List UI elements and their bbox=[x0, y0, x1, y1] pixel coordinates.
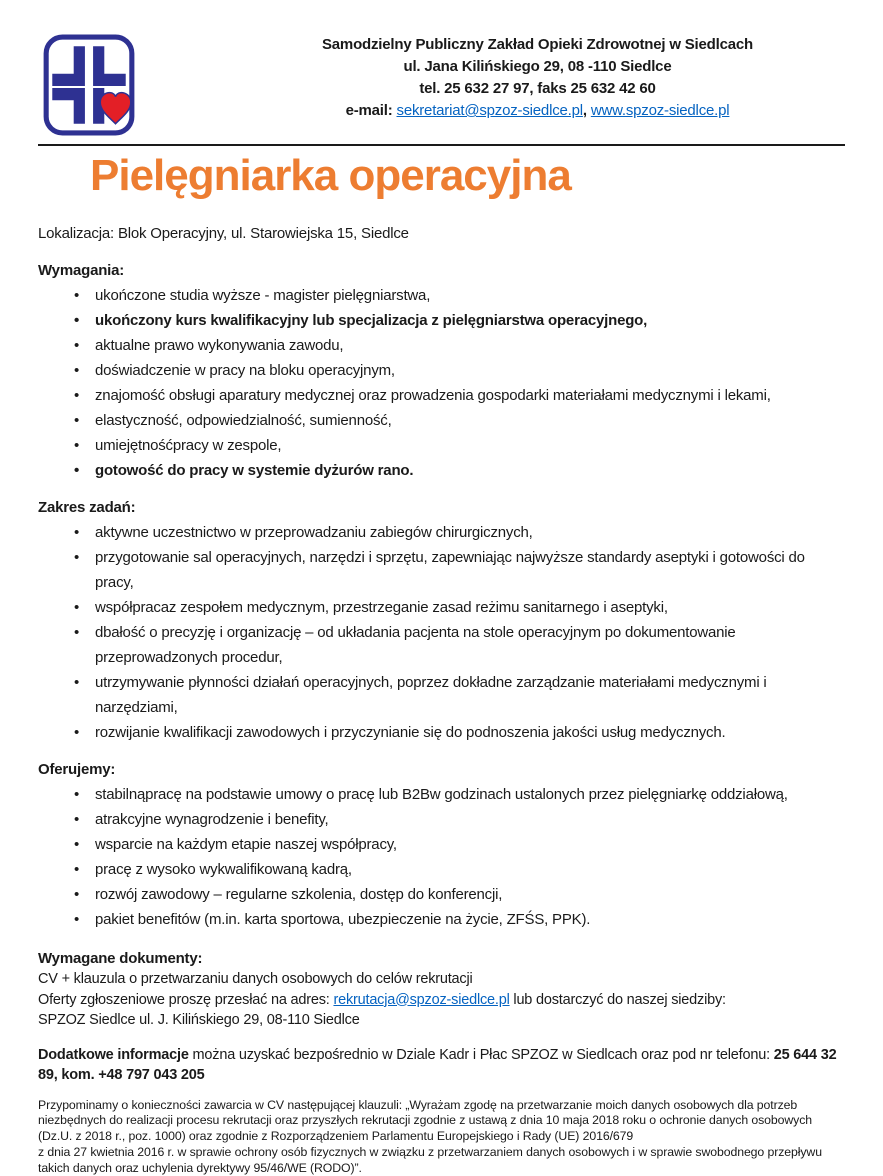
duty-item-text: utrzymywanie płynności działań operacyjnych, poprzez dokładne zarządzanie materiałami medycznymi i narzędziami, bbox=[95, 674, 767, 716]
offer-item-text: stabilnąpracę na podstawie umowy o pracę lub B2Bw godzinach ustalonych przez pielęgniarkę oddziałową, bbox=[95, 786, 788, 803]
requirement-item-text: elastyczność, odpowiedzialność, sumienność, bbox=[95, 412, 392, 429]
offer-item-text: atrakcyjne wynagrodzenie i benefity, bbox=[95, 811, 329, 828]
offer-item-text: pracę z wysoko wykwalifikowaną kadrą, bbox=[95, 861, 352, 878]
offer-item bbox=[95, 907, 845, 932]
requirement-item-text: znajomość obsługi aparatury medycznej oraz prowadzenia gospodarki materiałami medycznymi i lekami, bbox=[95, 387, 771, 404]
section-requirements bbox=[38, 261, 845, 483]
duty-item bbox=[95, 670, 845, 720]
documents-cv-line: CV + klauzula o przetwarzaniu danych osobowych do celów rekrutacji bbox=[38, 969, 845, 990]
recruitment-email-link[interactable]: rekrutacja@spzoz-siedlce.pl bbox=[333, 992, 509, 1008]
duties-list bbox=[38, 520, 845, 745]
rodo-clause-part1: Przypominamy o konieczności zawarcia w CV następującej klauzuli: „Wyrażam zgodę na przetwarzanie moich danych osobowych dla potrzeb niezbędnych do realizacji procesu rekrutacji oraz przyszłych rekrutacji zgodnie z ustawą z dnia 10 maja 2018 roku o ochronie danych osobowych (Dz.U. z 2018 r., poz. 1000) oraz zgodnie z Rozporządzeniem Parlamentu Europejskiego i Rady (UE) 2016/679 bbox=[38, 1098, 812, 1144]
offer-item bbox=[95, 857, 845, 882]
offer-item bbox=[95, 882, 845, 907]
documents-address-line: SPZOZ Siedlce ul. J. Kilińskiego 29, 08-110 Siedlce bbox=[38, 1010, 845, 1031]
org-email-line bbox=[230, 100, 845, 122]
offer-list bbox=[38, 782, 845, 932]
requirement-item-text: gotowość do pracy w systemie dyżurów rano. bbox=[95, 462, 413, 479]
comma-separator: , bbox=[583, 102, 591, 119]
duty-item bbox=[95, 545, 845, 595]
offer-item-text: pakiet benefitów (m.in. karta sportowa, ubezpieczenie na życie, ZFŚS, PPK). bbox=[95, 911, 590, 928]
duty-item bbox=[95, 595, 845, 620]
requirements-list bbox=[38, 283, 845, 483]
email-link[interactable]: sekretariat@spzoz-siedlce.pl bbox=[397, 102, 583, 119]
requirement-item bbox=[95, 433, 845, 458]
additional-info-phones: 25 644 32 89, kom. +48 797 043 205 bbox=[38, 1047, 836, 1084]
duty-item-text: współpracaz zespołem medycznym, przestrzeganie zasad reżimu sanitarnego i aseptyki, bbox=[95, 599, 668, 616]
offer-heading: Oferujemy: bbox=[38, 760, 845, 780]
requirement-item bbox=[95, 383, 845, 408]
duty-item-text: rozwijanie kwalifikacji zawodowych i przyczynianie się do podnoszenia jakości usług medycznych. bbox=[95, 724, 725, 741]
hospital-cross-heart-icon bbox=[38, 34, 140, 136]
header bbox=[38, 0, 845, 136]
requirement-item-text: doświadczenie w pracy na bloku operacyjnym, bbox=[95, 362, 395, 379]
requirement-item-text: umiejętnośćpracy w zespole, bbox=[95, 437, 281, 454]
duty-item-text: dbałość o precyzję i organizację – od układania pacjenta na stole operacyjnym po dokumentowanie przeprowadzonych procedur, bbox=[95, 624, 736, 666]
section-duties bbox=[38, 498, 845, 745]
offer-item bbox=[95, 832, 845, 857]
requirement-item bbox=[95, 408, 845, 433]
requirement-item-text: ukończone studia wyższe - magister pielęgniarstwa, bbox=[95, 287, 430, 304]
requirement-item bbox=[95, 308, 845, 333]
org-name: Samodzielny Publiczny Zakład Opieki Zdrowotnej w Siedlcach bbox=[230, 34, 845, 56]
additional-info bbox=[38, 1045, 845, 1086]
requirement-item bbox=[95, 283, 845, 308]
website-link[interactable]: www.spzoz-siedlce.pl bbox=[591, 102, 730, 119]
additional-info-text: można uzyskać bezpośrednio w Dziale Kadr i Płac SPZOZ w Siedlcach oraz pod nr telefonu: bbox=[189, 1047, 774, 1063]
requirement-item bbox=[95, 458, 845, 483]
rodo-clause-part2: z dnia 27 kwietnia 2016 r. w sprawie ochrony osób fizycznych w związku z przetwarzaniem danych osobowych i w sprawie swobodnego przepływu takich danych oraz uchylenia dyrektywy 95/46/WE (RODO)”. bbox=[38, 1145, 822, 1175]
header-contact-block bbox=[140, 34, 845, 122]
header-divider bbox=[38, 144, 845, 146]
org-address: ul. Jana Kilińskiego 29, 08 -110 Siedlce bbox=[230, 56, 845, 78]
duty-item-text: aktywne uczestnictwo w przeprowadzaniu zabiegów chirurgicznych, bbox=[95, 524, 533, 541]
spzoz-logo bbox=[38, 34, 140, 136]
offer-item-text: rozwój zawodowy – regularne szkolenia, dostęp do konferencji, bbox=[95, 886, 502, 903]
additional-info-lead: Dodatkowe informacje bbox=[38, 1047, 189, 1063]
duty-item-text: przygotowanie sal operacyjnych, narzędzi i sprzętu, zapewniając najwyższe standardy aseptyki i gotowości do pracy, bbox=[95, 549, 805, 591]
job-title: Pielęgniarka operacyjna bbox=[90, 152, 845, 200]
documents-heading: Wymagane dokumenty: bbox=[38, 949, 845, 969]
offer-item-text: wsparcie na każdym etapie naszej współpracy, bbox=[95, 836, 397, 853]
requirement-item-text: aktualne prawo wykonywania zawodu, bbox=[95, 337, 343, 354]
duty-item bbox=[95, 620, 845, 670]
section-offer bbox=[38, 760, 845, 932]
apply-text-after: lub dostarczyć do naszej siedziby: bbox=[510, 992, 726, 1008]
requirement-item-text: ukończony kurs kwalifikacyjny lub specjalizacja z pielęgniarstwa operacyjnego, bbox=[95, 312, 647, 329]
job-location: Lokalizacja: Blok Operacyjny, ul. Starowiejska 15, Siedlce bbox=[38, 224, 845, 244]
requirements-heading: Wymagania: bbox=[38, 261, 845, 281]
offer-item bbox=[95, 807, 845, 832]
documents-apply-line bbox=[38, 990, 845, 1011]
org-phone-fax: tel. 25 632 27 97, faks 25 632 42 60 bbox=[230, 78, 845, 100]
duty-item bbox=[95, 520, 845, 545]
offer-item bbox=[95, 782, 845, 807]
requirement-item bbox=[95, 333, 845, 358]
duty-item bbox=[95, 720, 845, 745]
requirement-item bbox=[95, 358, 845, 383]
rodo-clause bbox=[38, 1098, 845, 1176]
section-documents bbox=[38, 949, 845, 1031]
apply-text-before: Oferty zgłoszeniowe proszę przesłać na adres: bbox=[38, 992, 333, 1008]
duties-heading: Zakres zadań: bbox=[38, 498, 845, 518]
email-label: e-mail: bbox=[346, 102, 397, 119]
